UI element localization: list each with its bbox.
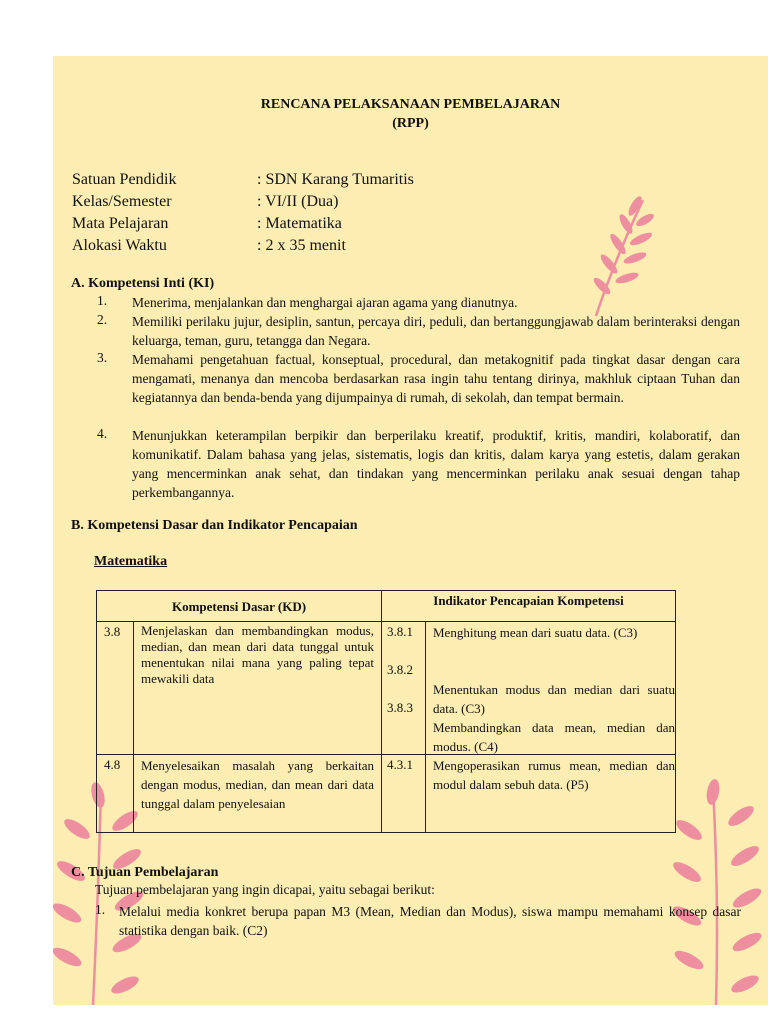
table-header-kd: Kompetensi Dasar (KD) [171,599,307,614]
tujuan-item-number: 1. [95,902,106,917]
info-value-satuan: : SDN Karang Tumaritis [257,171,414,188]
info-value-mapel: : Matematika [257,215,342,232]
info-label-satuan: Satuan Pendidik [72,171,177,188]
section-heading-kd: B. Kompetensi Dasar dan Indikator Pencapaian [71,518,358,533]
indicator-text: Menghitung mean dari suatu data. (C3) [433,625,638,640]
kd-text: Menjelaskan dan membandingkan modus, median, dan mean dari data tunggal untuk menentukan nilai mana yang paling tepat mewakili data [141,623,374,686]
document-title: RENCANA PELAKSANAAN PEMBELAJARAN [260,97,561,112]
tujuan-item-text: Melalui media konkret berupa papan M3 (Mean, Median dan Modus), siswa mampu memahami konsep dasar statistika dengan baik. (C2) [119,904,741,938]
subject-heading: Matematika [94,554,168,569]
kd-number: 3.8 [104,624,121,639]
info-value-alokasi: : 2 x 35 menit [257,237,346,254]
indicator-text: Membandingkan data mean, median dan modus. (C4) [433,720,675,754]
ki-item-text: Memahami pengetahuan factual, konseptual, procedural, dan metakognitif pada tingkat dasar dengan cara mengamati, menanya dan mencoba berdasarkan rasa ingin tahu tentang dirinya, makhluk ciptaan Tuhan dan kegiatannya dan benda-benda yang dijumpainya di rumah, di sekolah, dan tempat bermain. [132,352,740,405]
indicator-number: 3.8.3 [387,700,413,715]
ki-item-number: 3. [97,350,108,365]
leaf-branch-bottom-right-decoration [661,778,768,1005]
info-label-alokasi: Alokasi Waktu [72,237,167,254]
ki-item-number: 2. [97,312,108,327]
kd-text: Menyelesaikan masalah yang berkaitan dengan modus, median, dan mean dari data tunggal dalam penyelesaian [141,758,374,811]
indicator-text: Mengoperasikan rumus mean, median dan modul dalam sebuh data. (P5) [433,758,675,792]
tujuan-intro: Tujuan pembelajaran yang ingin dicapai, yaitu sebagai berikut: [95,882,435,897]
indicator-text: Menentukan modus dan median dari suatu data. (C3) [433,682,675,716]
indicator-number: 4.3.1 [387,757,413,772]
info-value-kelas: : VI/II (Dua) [257,193,339,210]
ki-item-number: 1. [97,293,108,308]
info-label-kelas: Kelas/Semester [72,193,172,210]
kd-indicator-table [96,590,676,833]
ki-item-text: Menunjukkan keterampilan berpikir dan berperilaku kreatif, produktif, kritis, mandiri, kolaboratif, dan komunikatif. Dalam bahasa yang jelas, sistematis, logis dan kritis, dalam karya yang estetis, dalam gerakan yang mencerminkan anak sehat, dan tindakan yang mencerminkan perilaku anak sesuai dengan tahap perkembangannya. [132,428,740,500]
ki-item-number: 4. [97,426,108,441]
document-page [53,56,768,1005]
ki-item-text: Menerima, menjalankan dan menghargai ajaran agama yang dianutnya. [132,295,518,310]
table-header-indicator: Indikator Pencapaian Kompetensi [433,593,624,608]
document-subtitle: (RPP) [392,116,429,131]
kd-number: 4.8 [104,757,121,772]
section-heading-ki: A. Kompetensi Inti (KI) [71,276,215,291]
indicator-number: 3.8.2 [387,662,413,677]
indicator-number: 3.8.1 [387,624,413,639]
section-heading-tujuan: C. Tujuan Pembelajaran [71,865,219,880]
info-label-mapel: Mata Pelajaran [72,215,169,232]
ki-item-text: Memiliki perilaku jujur, desiplin, santun, percaya diri, peduli, dan bertanggungjawab dalam berinteraksi dengan keluarga, teman, guru, tetangga dan Negara. [132,314,740,348]
